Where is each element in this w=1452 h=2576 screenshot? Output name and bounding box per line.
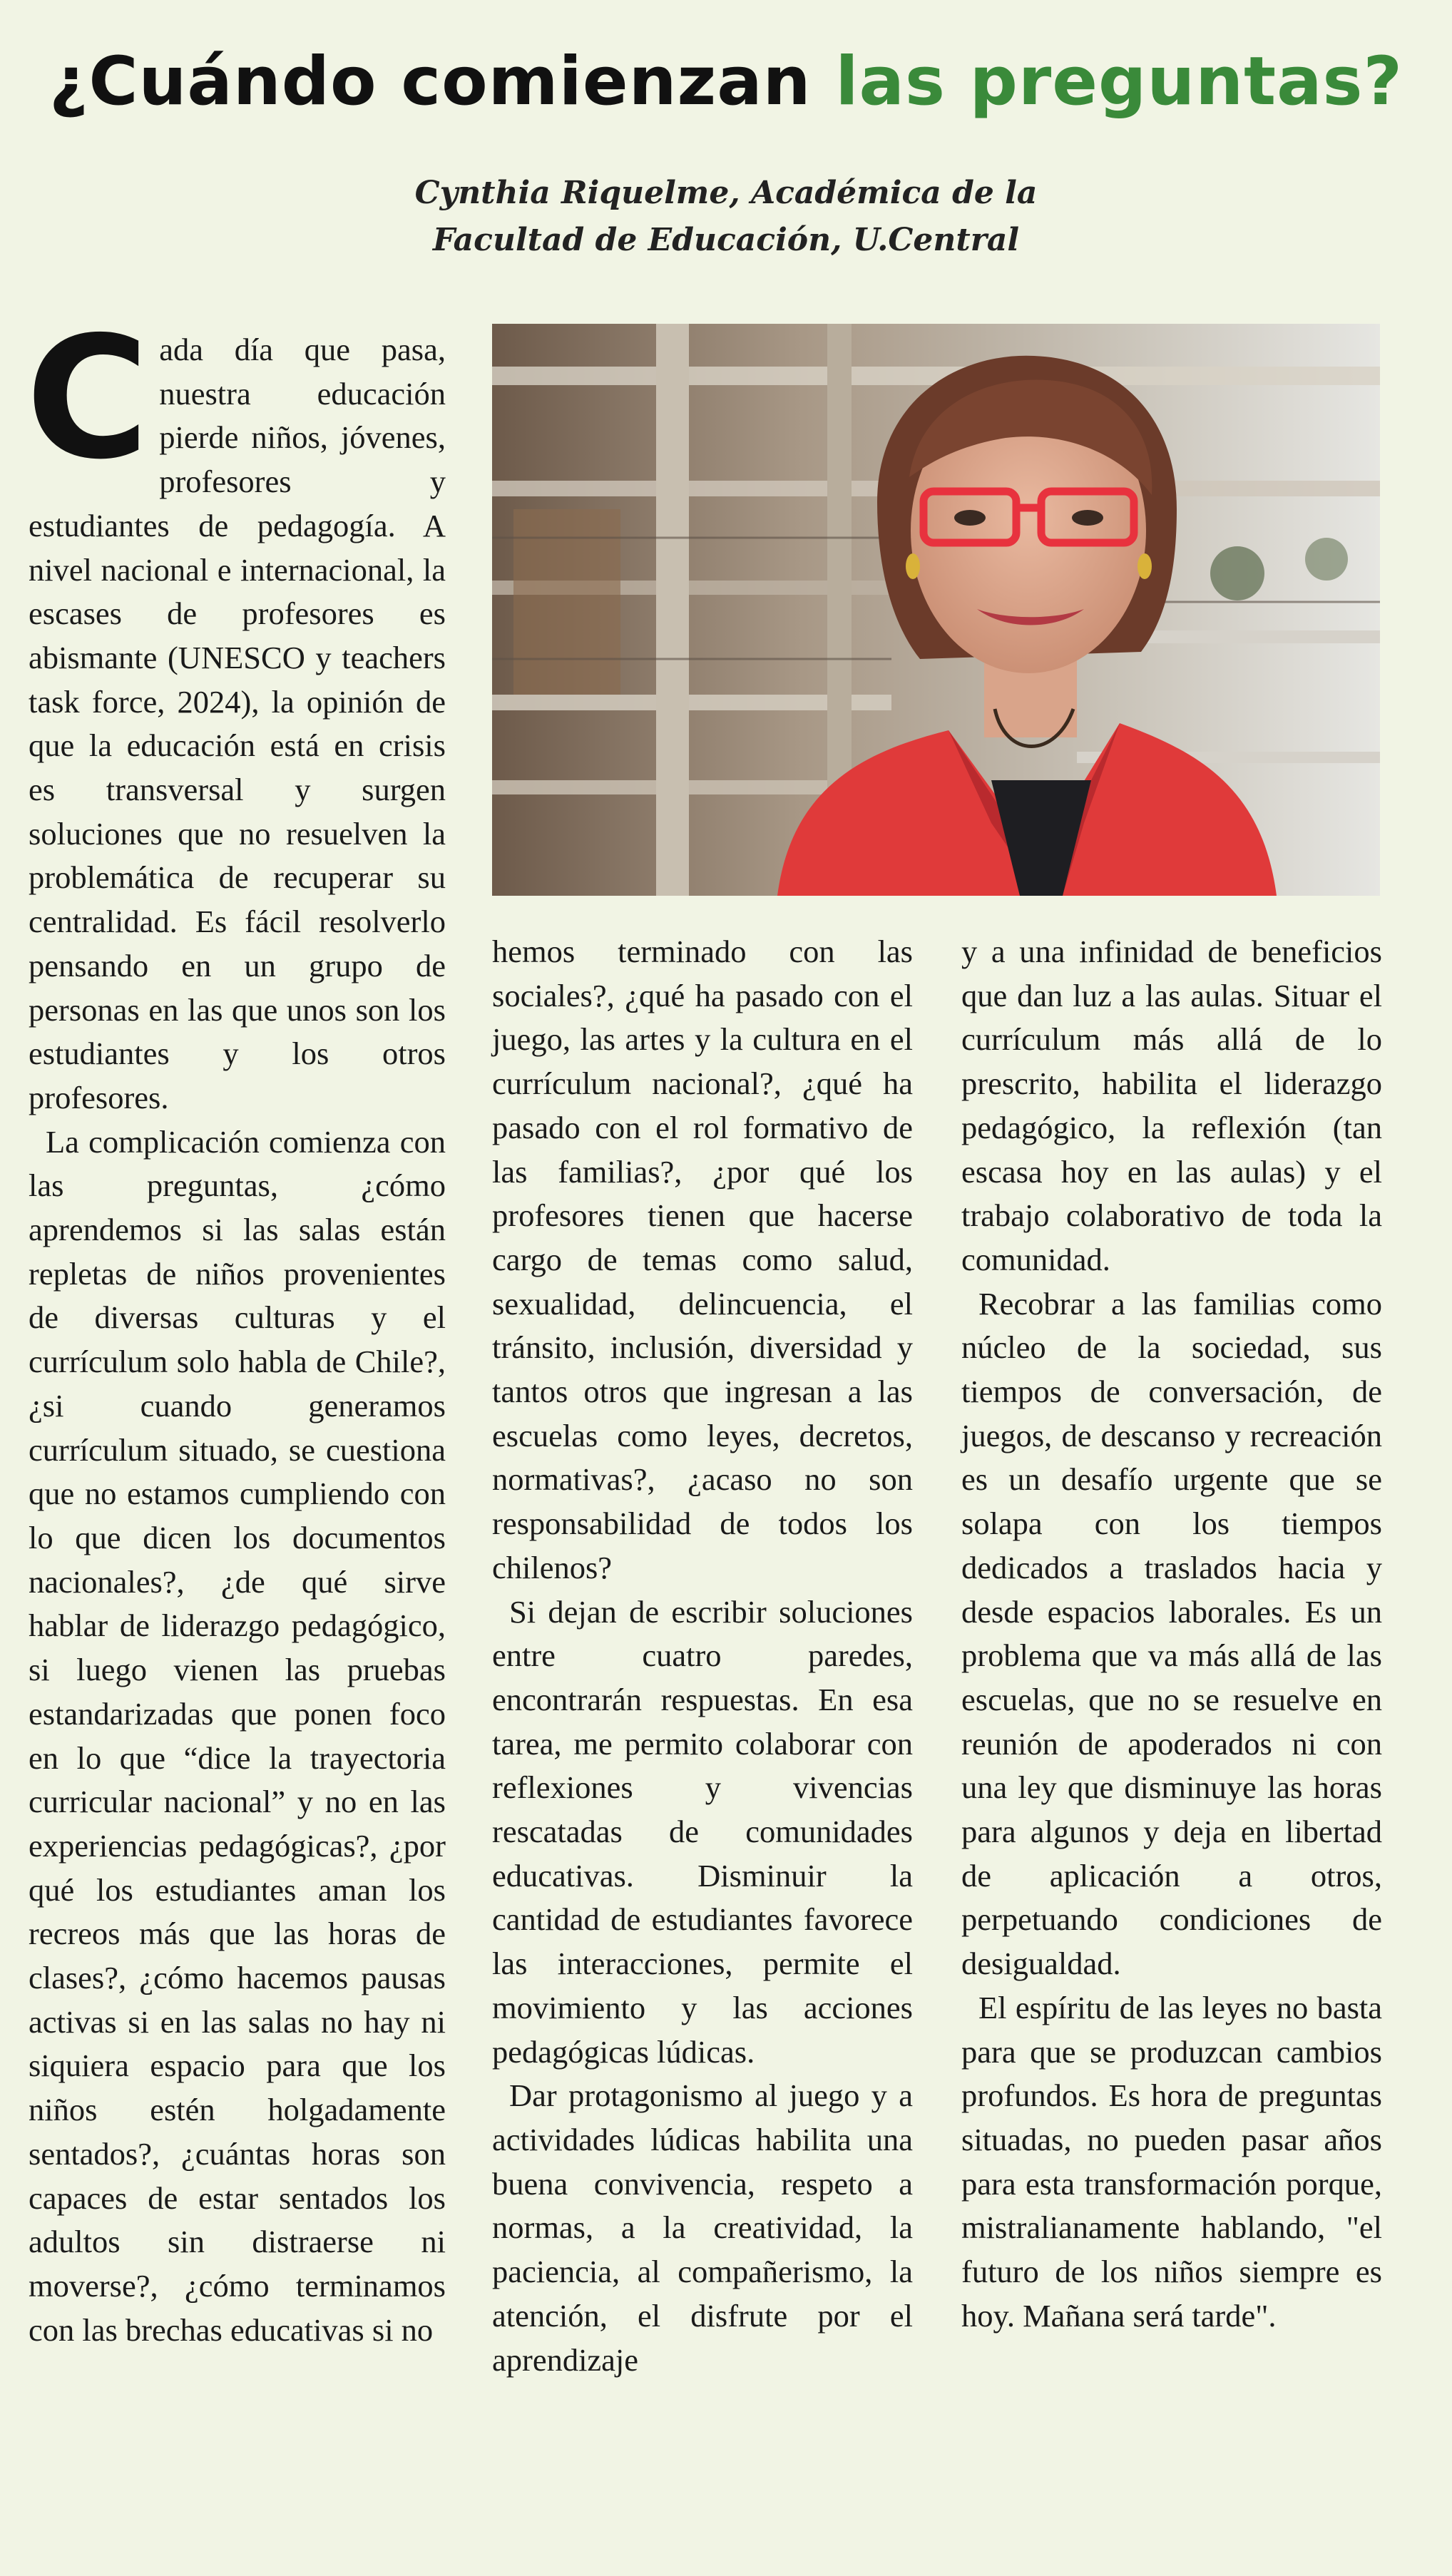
col1-paragraph-2: La complicación comienza con las preguntas, ¿cómo aprendemos si las salas están repletas de niños provenientes de diversas culturas y el currículum solo habla de Chile?, ¿si cuando generamos currículum situado, se cuestiona que no estamos cumpliendo con lo que dicen los documentos nacionales?, ¿de qué sirve hablar de liderazgo pedagógico, si luego vienen las pruebas estandarizadas que ponen foco en lo que “dice la trayectoria curricular nacional” y no en las experiencias pedagógicas?, ¿por qué los estudiantes aman los recreos más que las horas de clases?, ¿cómo hacemos pausas activas si en las salas no hay ni siquiera espacio para que los niños estén holgadamente sentados?, ¿cuántas horas son capaces de estar sentados los adultos sin distraerse ni moverse?, ¿cómo terminamos con las brechas educativas si no xyxy=(29,1123,446,2348)
title-part-1: ¿Cuándo comienzan xyxy=(48,43,812,121)
drop-cap: C xyxy=(26,300,150,496)
article-column-3 xyxy=(961,930,1382,2339)
col1-paragraph-1: ada día que pasa, nuestra educación pierde niños, jóvenes, profesores y estudiantes de pedagogía. A nivel nacional e internacional, la escases de profesores es abismante (UNESCO y teachers task force, 2024), la opinión de que la educación está en crisis es transversal y surgen soluciones que no resuelven la problemática de recuperar su centralidad. Es fácil resolverlo pensando en un grupo de personas en las que unos son los estudiantes y los otros profesores. xyxy=(29,332,446,1115)
col3-paragraph-2: Recobrar a las familias como núcleo de la sociedad, sus tiempos de conversación, de juegos, de descanso y recreación es un desafío urgente que se solapa con los tiempos dedicados a traslados hacia y desde espacios laborales. Es un problema que va más allá de las escuelas, que no se resuelve en reunión de apoderados ni con una ley que disminuye las horas para algunos y deja en libertad de aplicación a otros, perpetuando condiciones de desigualdad. xyxy=(961,1285,1382,1982)
article-column-2 xyxy=(492,930,913,2382)
author-byline xyxy=(0,170,1452,264)
author-photo xyxy=(492,324,1380,896)
byline-line-2: Facultad de Educación, U.Central xyxy=(432,222,1020,258)
col2-paragraph-2: Si dejan de escribir soluciones entre cuatro paredes, encontrarán respuestas. En esa tarea, me permito colaborar con reflexiones y vivencias rescatadas de comunidades educativas. Disminuir la cantidad de estudiantes favorece las interacciones, permite el movimiento y las acciones pedagógicas lúdicas. xyxy=(492,1593,913,2070)
col2-paragraph-3: Dar protagonismo al juego y a actividades lúdicas habilita una buena convivencia, respeto a normas, a la creatividad, la paciencia, al compañerismo, la atención, el disfrute por el aprendizaje xyxy=(492,2077,913,2378)
col2-paragraph-1: hemos terminado con las sociales?, ¿qué ha pasado con el juego, las artes y la cultura en el currículum nacional?, ¿qué ha pasado con el rol formativo de las familias?, ¿por qué los profesores tienen que hacerse cargo de temas como salud, sexualidad, delincuencia, el tránsito, inclusión, diversidad y tantos otros que ingresan a las escuelas como leyes, decretos, normativas?, ¿acaso no son responsabilidad de todos los chilenos? xyxy=(492,934,913,1585)
title-part-2: las preguntas? xyxy=(835,43,1404,121)
byline-line-1: Cynthia Riquelme, Académica de la xyxy=(414,175,1038,211)
col3-paragraph-1: y a una infinidad de beneficios que dan luz a las aulas. Situar el currículum más allá de lo prescrito, habilita el liderazgo pedagógico, la reflexión (tan escasa hoy en las aulas) y el trabajo colaborativo de toda la comunidad. xyxy=(961,934,1382,1277)
col3-paragraph-3: El espíritu de las leyes no basta para que se produzcan cambios profundos. Es hora de preguntas situadas, no pueden pasar años para esta transformación porque, mistralianamente hablando, "el futuro de los niños siempre es hoy. Mañana será tarde". xyxy=(961,1989,1382,2334)
article-title xyxy=(0,43,1452,121)
article-column-1 xyxy=(26,300,446,2352)
